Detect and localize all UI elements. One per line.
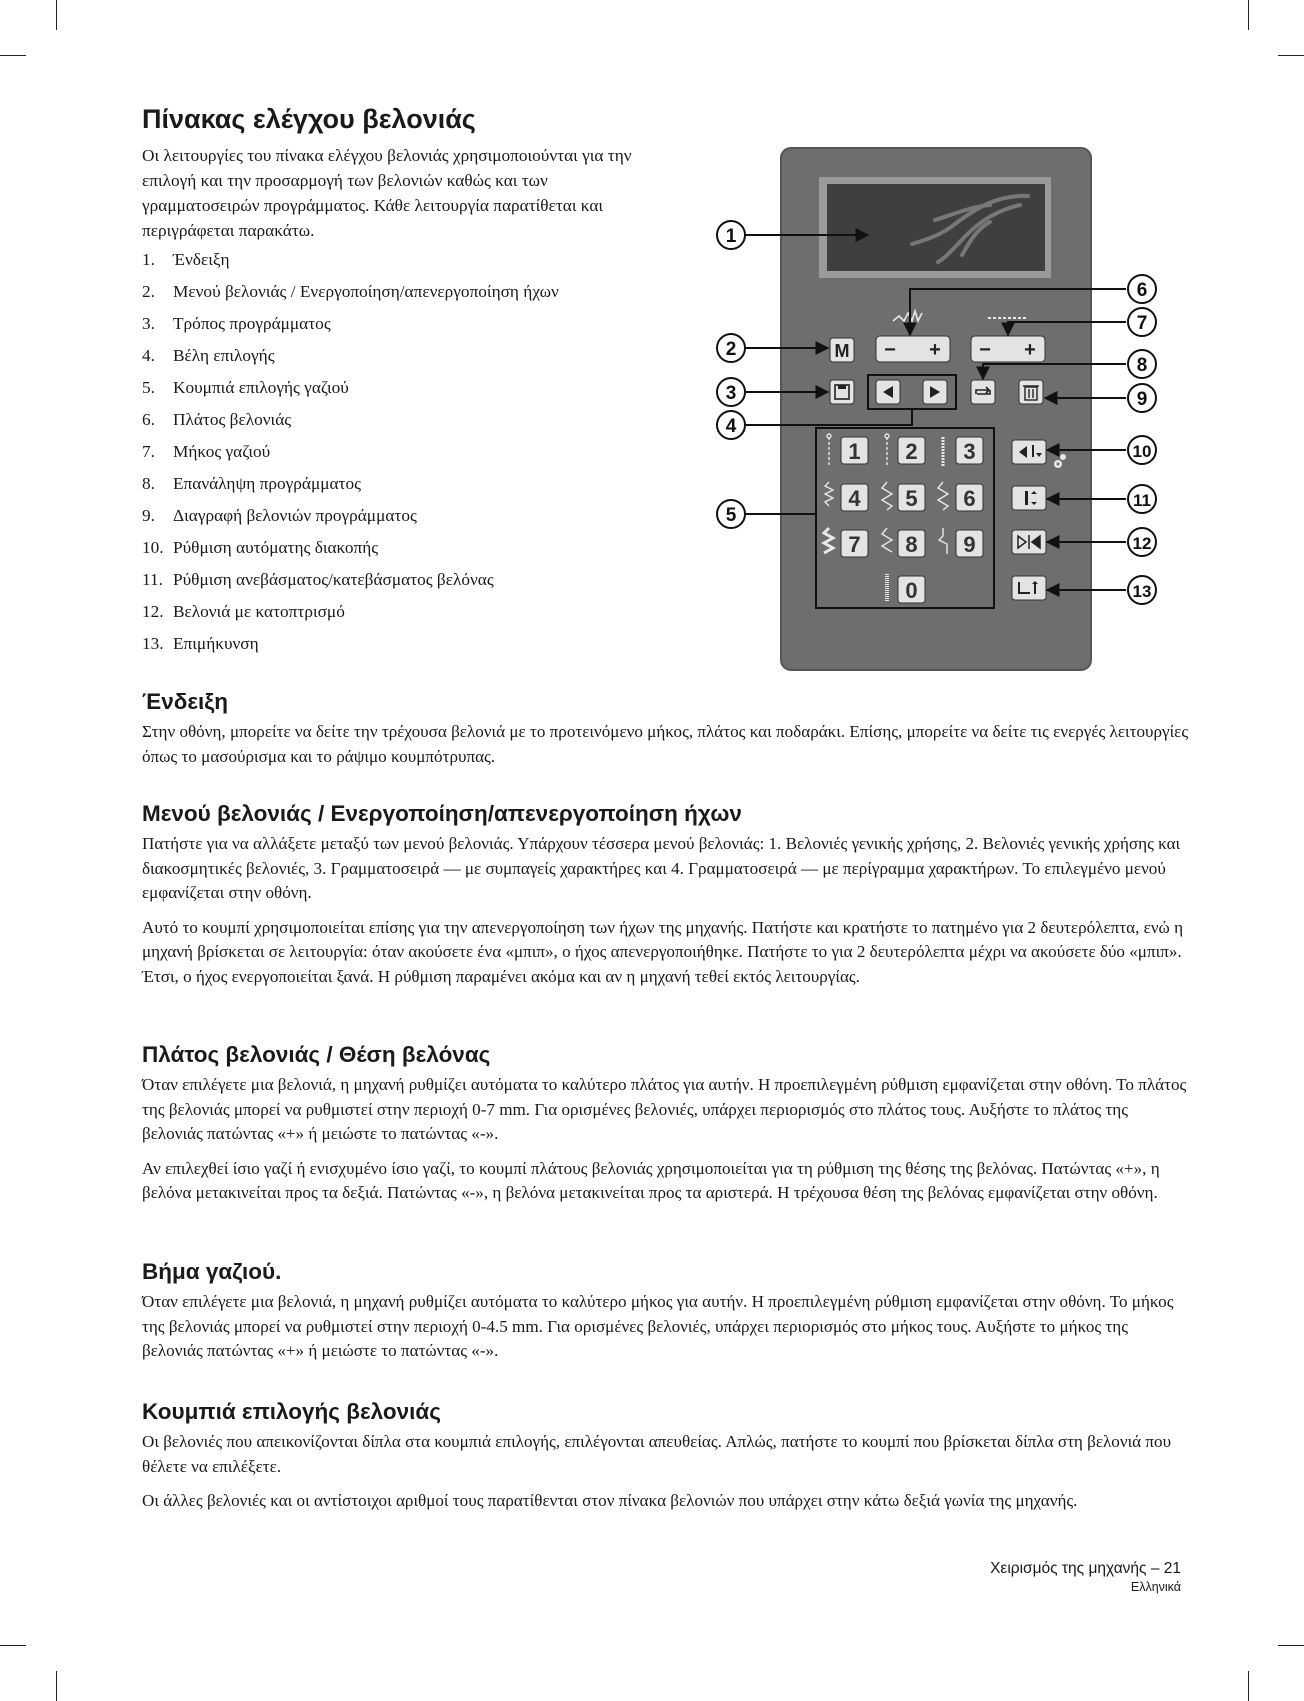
list-item [142,436,682,468]
intro-paragraph: Οι λειτουργίες του πίνακα ελέγχου βελονιάς χρησιμοποιούνται για την επιλογή και την προσαρμογή των βελονιών καθώς και των γραμματοσειρών προγράμματος. Κάθε λειτουργία παρατίθεται και περιγράφεται παρακάτω. [142,146,632,240]
svg-text:8: 8 [905,532,918,557]
digit-key[interactable] [841,484,868,511]
svg-text:5: 5 [905,486,918,511]
list-item [142,468,682,500]
list-number: 11. [142,570,163,589]
svg-text:9: 9 [963,532,976,557]
digit-key[interactable] [841,530,868,557]
crop-mark [1248,1671,1249,1701]
section-paragraph: Οι άλλες βελονιές και οι αντίστοιχοι αριθμοί τους παρατίθενται στον πίνακα βελονιών που υπάρχει στην κάτω δεξιά γωνία της μηχανής. [142,1491,1078,1510]
needle-up-down-button[interactable] [1012,486,1046,510]
list-label: Βέλη επιλογής [173,346,275,365]
width-minus-label: − [884,339,896,361]
digit-key[interactable] [898,484,925,511]
callout-1 [717,221,745,249]
crop-mark [0,1645,26,1646]
list-number: 13. [142,634,164,653]
callout-8 [1128,350,1156,378]
list-number: 6. [142,410,155,429]
list-label: Βελονιά με κατοπτρισμό [173,602,345,621]
section-display [142,688,1192,779]
section-stitch-length [142,1258,1192,1374]
list-item [142,404,682,436]
callout-7 [1128,308,1156,336]
page-footer [990,1559,1181,1595]
svg-text:4: 4 [848,486,861,511]
list-item [142,276,682,308]
list-number: 1. [142,250,155,269]
crop-mark [1248,0,1249,30]
svg-text:4: 4 [725,416,737,437]
length-minus-label: − [979,339,991,361]
svg-text:8: 8 [1136,355,1148,376]
list-label: Ένδειξη [173,250,230,269]
list-item [142,628,682,660]
section-paragraph: Αυτό το κουμπί χρησιμοποιείται επίσης για την απενεργοποίηση των ήχων της μηχανής. Πατήστε και κρατήστε το πατημένο για 2 δευτερόλεπτα, ενώ η μηχανή βρίσκεται σε λειτουργία: όταν ακούσετε ένα «μπιπ», ο ήχος απενεργοποιήθηκε. Πατήστε το για 2 δευτερόλεπτα μέχρι να ακούσετε δύο «μπιπ». Έτσι, ο ήχος ενεργοποιείται ξανά. Η ρύθμιση παραμένει ακόμα και αν η μηχανή τεθεί εκτός λειτουργίας. [142,917,1184,986]
list-label: Επιμήκυνση [173,634,259,653]
svg-text:9: 9 [1136,389,1148,410]
feature-list [142,244,682,660]
section-heading: Κουμπιά επιλογής βελονιάς [142,1399,441,1424]
section-stitch-menu [142,800,1192,999]
svg-text:6: 6 [963,486,976,511]
section-heading: Βήμα γαζιού. [142,1259,282,1284]
section-heading: Πλάτος βελονιάς / Θέση βελόνας [142,1042,491,1067]
list-number: 9. [142,506,155,525]
callout-3 [717,378,745,406]
svg-text:0: 0 [905,578,918,603]
callout-2 [717,334,745,362]
digit-key[interactable] [898,576,925,603]
svg-text:7: 7 [1136,313,1148,334]
list-label: Μήκος γαζιού [173,442,271,461]
list-item [142,372,682,404]
list-label: Πλάτος βελονιάς [173,410,292,429]
section-paragraph: Αν επιλεχθεί ίσιο γαζί ή ενισχυμένο ίσιο γαζί, το κουμπί πλάτους βελονιάς χρησιμοποιείται για τη ρύθμιση της θέσης της βελόνας. Πατώντας «+», η βελόνα μετακινείται προς τα δεξιά. Πατώντας «-», η βελόνα μετακινείται προς τα αριστερά. Η τρέχουσα θέση της βελόνας εμφανίζεται στην οθόνη. [142,1158,1160,1202]
callout-9 [1128,384,1156,412]
svg-text:11: 11 [1133,491,1151,510]
width-plus-label: + [929,339,941,361]
crop-mark [56,1671,57,1701]
elongation-button[interactable] [1012,576,1046,600]
list-number: 10. [142,538,164,557]
section-heading: Ένδειξη [142,689,229,714]
list-number: 3. [142,314,155,333]
svg-text:1: 1 [725,226,737,247]
list-item [142,340,682,372]
section-paragraph: Στην οθόνη, μπορείτε να δείτε την τρέχουσα βελονιά με το προτεινόμενο μήκος, πλάτος και ποδαράκι. Επίσης, μπορείτε να δείτε τις ενεργές λειτουργίες όπως το μασούρισμα και το ράψιμο κουμπότρυπας. [142,722,1189,766]
digit-key[interactable] [898,530,925,557]
list-number: 8. [142,474,155,493]
svg-text:12: 12 [1132,534,1152,553]
callout-6 [1128,275,1156,303]
list-item [142,500,682,532]
footer-language: Ελληνικά [1130,1580,1181,1594]
svg-text:2: 2 [725,339,737,360]
callout-5 [717,500,745,528]
list-item [142,596,682,628]
digit-key[interactable] [898,437,925,464]
list-label: Ρύθμιση ανεβάσματος/κατεβάσματος βελόνας [173,570,494,589]
list-label: Κουμπιά επιλογής γαζιού [173,378,349,397]
page-title: Πίνακας ελέγχου βελονιάς [142,104,476,134]
list-item [142,308,682,340]
svg-text:2: 2 [905,439,918,464]
section-paragraph: Όταν επιλέγετε μια βελονιά, η μηχανή ρυθμίζει αυτόματα το καλύτερο πλάτος για αυτήν. Η προεπιλεγμένη ρύθμιση εμφανίζεται στην οθόνη. Το πλάτος της βελονιάς μπορεί να ρυθμιστεί στην περιοχή 0-7 mm. Για ορισμένες βελονιές, υπάρχει περιορισμός στο πλάτος τους. Αυξήστε το πλάτος της βελονιάς πατώντας «+» ή μειώστε το πατώντας «-». [142,1075,1187,1143]
list-number: 7. [142,442,155,461]
list-item [142,244,682,276]
crop-mark [0,55,26,56]
svg-text:1: 1 [848,439,861,464]
digit-key[interactable] [841,437,868,464]
svg-text:10: 10 [1132,442,1152,461]
program-repeat-button[interactable] [971,380,995,404]
list-label: Τρόπος προγράμματος [173,314,331,333]
menu-button-label: M [834,341,850,361]
digit-key[interactable] [956,530,983,557]
list-label: Επανάληψη προγράμματος [173,474,361,493]
svg-text:5: 5 [725,505,737,526]
list-number: 5. [142,378,155,397]
list-label: Διαγραφή βελονιών προγράμματος [173,506,417,525]
digit-key[interactable] [956,437,983,464]
list-number: 4. [142,346,155,365]
list-item [142,564,682,596]
callout-11 [1128,485,1156,513]
page-number: Χειρισμός της μηχανής – 21 [990,1560,1181,1577]
list-item [142,532,682,564]
list-number: 2. [142,282,155,301]
section-stitch-width [142,1041,1192,1216]
crop-mark [56,0,57,30]
callout-12 [1128,528,1156,556]
control-panel-diagram [700,140,1170,675]
svg-text:13: 13 [1132,582,1152,601]
list-label: Ρύθμιση αυτόματης διακοπής [173,538,379,557]
svg-text:7: 7 [848,532,861,557]
program-mode-button[interactable] [830,380,854,404]
section-stitch-selection [142,1398,1192,1524]
length-plus-label: + [1024,339,1036,361]
svg-text:3: 3 [963,439,976,464]
section-paragraph: Οι βελονιές που απεικονίζονται δίπλα στα κουμπιά επιλογής, επιλέγονται απευθείας. Απλώς, πατήστε το κουμπί που βρίσκεται δίπλα στη βελονιά που θέλετε να επιλέξετε. [142,1432,1172,1476]
crop-mark [1278,55,1304,56]
crop-mark [1278,1645,1304,1646]
callout-13 [1128,576,1156,604]
svg-text:6: 6 [1136,280,1148,301]
list-number: 12. [142,602,164,621]
section-paragraph: Πατήστε για να αλλάξετε μεταξύ των μενού βελονιάς. Υπάρχουν τέσσερα μενού βελονιάς: 1. Βελονιές γενικής χρήσης, 2. Βελονιές γενικής χρήσης και διακοσμητικές βελονιές, 3. Γραμματοσειρά — με συμπαγείς χαρακτήρες και 4. Γραμματοσειρά — με περίγραμμα χαρακτήρων. Το επιλεγμένο μενού εμφανίζεται στην οθόνη. [142,834,1181,902]
digit-key[interactable] [956,484,983,511]
callout-4 [717,411,745,439]
section-paragraph: Όταν επιλέγετε μια βελονιά, η μηχανή ρυθμίζει αυτόματα το καλύτερο μήκος για αυτήν. Η προεπιλεγμένη ρύθμιση εμφανίζεται στην οθόνη. Το μήκος της βελονιάς μπορεί να ρυθμιστεί στην περιοχή 0-4.5 mm. Για ορισμένες βελονιές, υπάρχει περιορισμός στο μήκος τους. Αυξήστε το μήκος της βελονιάς πατώντας «+» ή μειώστε το πατώντας «-». [142,1292,1174,1360]
svg-text:3: 3 [725,383,737,404]
callout-10 [1128,436,1156,464]
list-label: Μενού βελονιάς / Ενεργοποίηση/απενεργοποίηση ήχων [173,282,559,301]
section-heading: Μενού βελονιάς / Ενεργοποίηση/απενεργοποίηση ήχων [142,801,742,826]
auto-tie-off-button[interactable] [1012,440,1046,464]
